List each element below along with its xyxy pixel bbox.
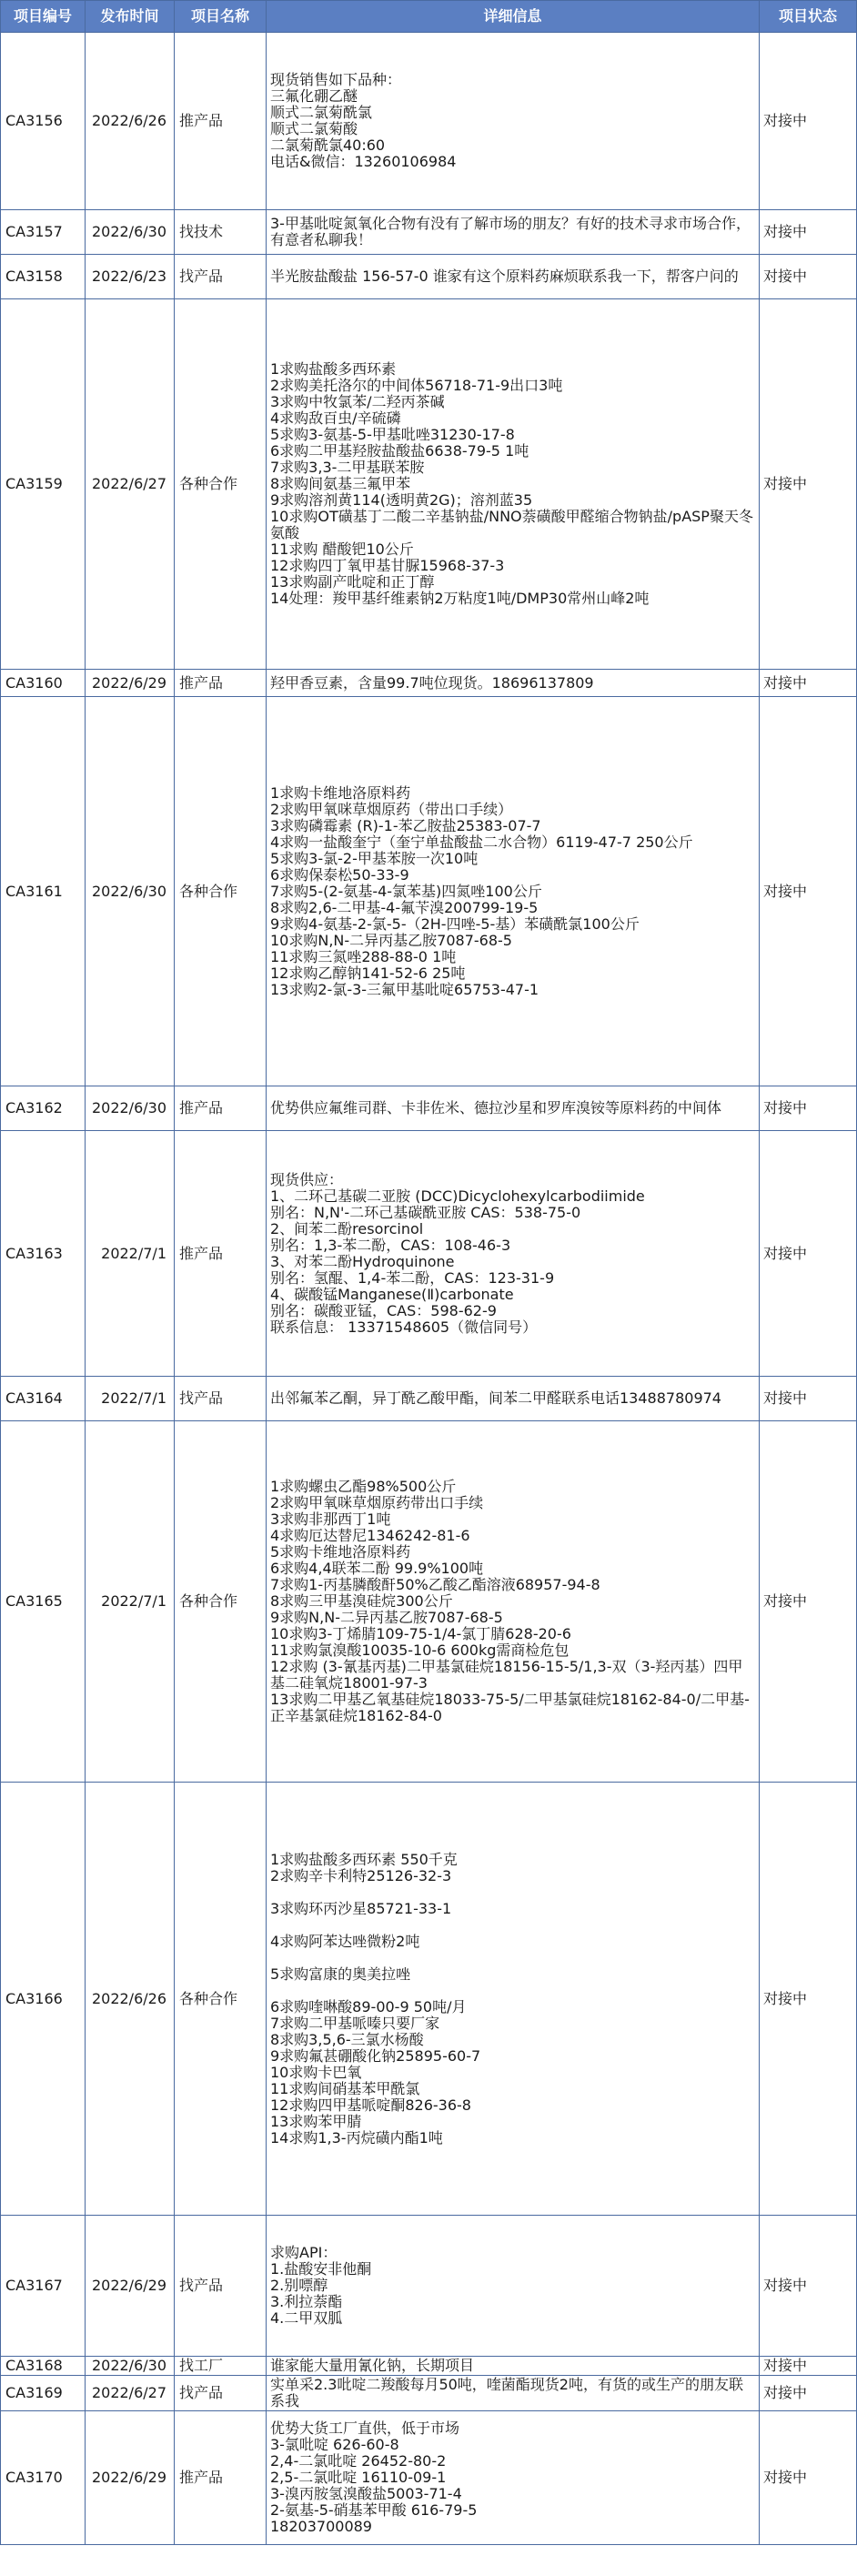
detail-line: 3求购非那西丁1吨	[270, 1510, 391, 1528]
project-id-cell: CA3167	[1, 2216, 86, 2357]
publish-date-cell: 2022/6/23	[86, 255, 175, 299]
status-cell: 对接中	[760, 1421, 857, 1783]
detail-line: 优势大货工厂直供，低于市场	[270, 2419, 460, 2437]
project-id-cell: CA3158	[1, 255, 86, 299]
status-cell: 对接中	[760, 2357, 857, 2376]
detail-line: 1、二环己基碳二亚胺 (DCC)Dicyclohexylcarbodiimide	[270, 1187, 645, 1205]
detail-line: 8求购三甲基溴硅烷300公斤	[270, 1592, 453, 1610]
status-cell: 对接中	[760, 2376, 857, 2411]
table-row[interactable]	[1, 33, 857, 210]
detail-line: 6求购喹啉酸89-00-9 50吨/月	[270, 1997, 467, 2015]
detail-line: 5求购富康的奥美拉唑	[270, 1965, 411, 1983]
table-row[interactable]	[1, 2376, 857, 2411]
detail-line: 求购API：	[270, 2244, 338, 2261]
detail-line: 9求购氟甚硼酸化钠25895-60-7	[270, 2046, 481, 2065]
detail-line: 6求购4,4联苯二酚 99.9%100吨	[270, 1560, 484, 1577]
header-project-id[interactable]: 项目编号	[1, 1, 86, 33]
detail-line: 10求购3-丁烯腈109-75-1/4-氯丁腈628-20-6	[270, 1625, 571, 1642]
detail-line: 11求购三氮唑288-88-0 1吨	[270, 947, 457, 965]
detail-line: 8求购间氨基三氟甲苯	[270, 475, 411, 492]
detail-line	[270, 1950, 755, 1966]
publish-date-cell: 2022/7/1	[86, 1131, 175, 1377]
table-row[interactable]	[1, 697, 857, 1086]
project-id-cell: CA3157	[1, 210, 86, 255]
table-row[interactable]	[1, 1377, 857, 1421]
table-row[interactable]	[1, 670, 857, 697]
detail-cell	[267, 255, 760, 299]
publish-date-cell: 2022/6/29	[86, 2216, 175, 2357]
detail-line: 2.别嘌醇	[270, 2277, 328, 2294]
detail-line: 5求购卡维地洛原料药	[270, 1543, 411, 1561]
detail-line: 10求购卡巴氧	[270, 2063, 362, 2081]
table-row[interactable]	[1, 2357, 857, 2376]
detail-line: 10求购OT磺基丁二酸二辛基钠盐/NNO萘磺酸甲醛缩合物钠盐/pASP聚天冬氨酸	[270, 508, 753, 541]
detail-line: 1求购盐酸多西环素 550千克	[270, 1850, 458, 1868]
detail-line: 实单采2.3吡啶二羧酸每月50吨，喹菌酯现货2吨，有货的或生产的朋友联系我	[270, 2376, 743, 2409]
detail-line: 7求购二甲基哌嗪只要厂家	[270, 2014, 440, 2032]
table-row[interactable]	[1, 2411, 857, 2545]
detail-line: 13求购苯甲腈	[270, 2112, 362, 2130]
publish-date-cell: 2022/7/1	[86, 1377, 175, 1421]
detail-line: 2求购甲氧咪草烟原药带出口手续	[270, 1494, 484, 1511]
table-row[interactable]	[1, 255, 857, 299]
detail-cell	[267, 1131, 760, 1377]
detail-line: 14求购1,3-丙烷磺内酯1吨	[270, 2128, 443, 2147]
publish-date-cell: 2022/6/26	[86, 1783, 175, 2216]
detail-line: 12求购 (3-氰基丙基)二甲基氯硅烷18156-15-5/1,3-双（3-羟丙基）四甲基二硅氧烷18001-97-3	[270, 1658, 743, 1692]
detail-cell	[267, 210, 760, 255]
project-id-cell: CA3162	[1, 1086, 86, 1131]
project-name-cell: 找产品	[175, 255, 267, 299]
detail-line: 1求购盐酸多西环素	[270, 360, 397, 378]
status-cell: 对接中	[760, 1131, 857, 1377]
detail-line: 谁家能大量用氰化钠，长期项目	[270, 2357, 475, 2374]
detail-line: 顺式二氯菊酰氯	[270, 104, 373, 121]
detail-line: 7求购1-丙基膦酸酐50%乙酸乙酯溶液68957-94-8	[270, 1576, 600, 1593]
project-id-cell: CA3161	[1, 697, 86, 1086]
header-row	[1, 1, 857, 33]
project-id-cell: CA3164	[1, 1377, 86, 1421]
project-name-cell: 找产品	[175, 2216, 267, 2357]
project-name-cell: 找工厂	[175, 2357, 267, 2376]
detail-cell	[267, 1377, 760, 1421]
detail-line: 现货供应：	[270, 1170, 344, 1188]
detail-line	[270, 1884, 755, 1901]
project-id-cell: CA3156	[1, 33, 86, 210]
detail-cell	[267, 1783, 760, 2216]
detail-cell	[267, 670, 760, 697]
publish-date-cell: 2022/6/30	[86, 2357, 175, 2376]
detail-line: 1.盐酸安非他酮	[270, 2260, 372, 2278]
detail-cell	[267, 1421, 760, 1783]
project-name-cell: 推产品	[175, 1086, 267, 1131]
detail-line: 2求购甲氧咪草烟原药（带出口手续）	[270, 800, 513, 818]
detail-line: 3-甲基吡啶氮氧化合物有没有了解市场的朋友？有好的技术寻求市场合作，有意者私聊我！	[270, 215, 751, 248]
detail-line: 14处理：羧甲基纤维素钠2万粘度1吨/DMP30常州山峰2吨	[270, 590, 650, 607]
status-cell: 对接中	[760, 1086, 857, 1131]
detail-cell	[267, 2411, 760, 2545]
detail-line: 2求购辛卡利特25126-32-3	[270, 1866, 452, 1884]
detail-line: 11求购氯溴酸10035-10-6 600kg需商检危包	[270, 1642, 570, 1659]
project-id-cell: CA3165	[1, 1421, 86, 1783]
detail-line: 4求购一盐酸奎宁（奎宁单盐酸盐二水合物）6119-47-7 250公斤	[270, 833, 693, 851]
status-cell: 对接中	[760, 255, 857, 299]
detail-line: 3.利拉萘酯	[270, 2293, 343, 2310]
publish-date-cell: 2022/7/1	[86, 1421, 175, 1783]
table-body	[1, 33, 857, 2545]
detail-line: 13求购副产吡啶和正丁醇	[270, 573, 435, 591]
status-cell: 对接中	[760, 2216, 857, 2357]
detail-line: 联系信息： 13371548605（微信同号）	[270, 1318, 538, 1336]
detail-line: 别名：1,3-苯二酚，CAS：108-46-3	[270, 1236, 511, 1254]
detail-line: 电话&微信：13260106984	[270, 153, 457, 170]
detail-line: 3、对苯二酚Hydroquinone	[270, 1252, 455, 1270]
detail-cell	[267, 2216, 760, 2357]
status-cell: 对接中	[760, 1377, 857, 1421]
project-name-cell: 各种合作	[175, 697, 267, 1086]
detail-line: 顺式二氯菊酸	[270, 120, 358, 137]
detail-line	[270, 1917, 755, 1934]
detail-line: 8求购2,6-二甲基-4-氟苄溴200799-19-5	[270, 898, 539, 916]
detail-line: 5求购3-氨基-5-甲基吡唑31230-17-8	[270, 426, 515, 443]
detail-line: 优势供应氟维司群、卡非佐米、德拉沙星和罗库溴铵等原料药的中间体	[270, 1099, 722, 1116]
detail-line: 6求购保泰松50-33-9	[270, 865, 409, 884]
detail-line: 9求购4-氨基-2-氯-5-（2H-四唑-5-基）苯磺酰氯100公斤	[270, 914, 640, 933]
detail-line: 4、碳酸锰Manganese(Ⅱ)carbonate	[270, 1285, 514, 1303]
detail-line: 三氟化硼乙醚	[270, 87, 358, 105]
status-cell: 对接中	[760, 33, 857, 210]
project-id-cell: CA3169	[1, 2376, 86, 2411]
detail-cell	[267, 1086, 760, 1131]
detail-line: 别名：N,N'-二环己基碳酰亚胺 CAS：538-75-0	[270, 1203, 581, 1221]
table-row[interactable]	[1, 2216, 857, 2357]
header-project-name[interactable]: 项目名称	[175, 1, 267, 33]
project-id-cell: CA3163	[1, 1131, 86, 1377]
detail-line: 12求购四甲基哌啶酮826-36-8	[270, 2096, 471, 2114]
detail-line: 4.二甲双胍	[270, 2309, 343, 2327]
table-row[interactable]	[1, 1421, 857, 1783]
detail-line: 8求购3,5,6-三氯水杨酸	[270, 2030, 424, 2048]
detail-line: 11求购 醋酸钯10公斤	[270, 540, 414, 558]
project-name-cell: 各种合作	[175, 1783, 267, 2216]
detail-line: 现货销售如下品种：	[270, 71, 402, 88]
project-name-cell: 找技术	[175, 210, 267, 255]
project-id-cell: CA3159	[1, 299, 86, 670]
status-cell: 对接中	[760, 670, 857, 697]
detail-line: 18203700089	[270, 2518, 372, 2535]
project-id-cell: CA3160	[1, 670, 86, 697]
detail-line: 13求购2-氯-3-三氟甲基吡啶65753-47-1	[270, 980, 539, 998]
detail-line: 2、间苯二酚resorcinol	[270, 1219, 424, 1237]
detail-cell	[267, 2376, 760, 2411]
detail-line: 出邻氟苯乙酮，异丁酰乙酸甲酯，间苯二甲醛联系电话13488780974	[270, 1389, 721, 1407]
header-publish-date[interactable]: 发布时间	[86, 1, 175, 33]
detail-line: 9求购N,N-二异丙基乙胺7087-68-5	[270, 1609, 503, 1626]
detail-line	[270, 769, 755, 785]
status-cell: 对接中	[760, 2411, 857, 2545]
detail-line	[270, 998, 755, 1015]
detail-cell	[267, 697, 760, 1086]
detail-line: 4求购厄达替尼1346242-81-6	[270, 1527, 470, 1544]
detail-line: 3-氯吡啶 626-60-8	[270, 2436, 399, 2453]
publish-date-cell: 2022/6/29	[86, 670, 175, 697]
publish-date-cell: 2022/6/30	[86, 697, 175, 1086]
detail-cell	[267, 33, 760, 210]
status-cell: 对接中	[760, 210, 857, 255]
detail-cell	[267, 299, 760, 670]
detail-line: 1求购卡维地洛原料药	[270, 783, 411, 802]
detail-line: 3求购磷霉素 (R)-1-苯乙胺盐25383-07-7	[270, 816, 541, 834]
detail-line: 11求购间硝基苯甲酰氯	[270, 2079, 420, 2097]
table-row[interactable]	[1, 1131, 857, 1377]
detail-line: 12求购四丁氧甲基甘脲15968-37-3	[270, 557, 505, 574]
project-id-cell: CA3168	[1, 2357, 86, 2376]
project-name-cell: 推产品	[175, 670, 267, 697]
detail-line: 7求购3,3-二甲基联苯胺	[270, 459, 425, 476]
table-row[interactable]	[1, 299, 857, 670]
project-name-cell: 找产品	[175, 1377, 267, 1421]
detail-line: 10求购N,N-二异丙基乙胺7087-68-5	[270, 931, 512, 949]
detail-line: 1求购螺虫乙酯98%500公斤	[270, 1478, 457, 1495]
table-row[interactable]	[1, 210, 857, 255]
project-name-cell: 各种合作	[175, 1421, 267, 1783]
header-detail[interactable]: 详细信息	[267, 1, 760, 33]
detail-line: 4求购敌百虫/辛硫磷	[270, 409, 401, 427]
detail-line	[270, 1983, 755, 1999]
status-cell: 对接中	[760, 299, 857, 670]
detail-line: 2,5-二氯吡啶 16110-09-1	[270, 2469, 447, 2486]
detail-line: 12求购乙醇钠141-52-6 25吨	[270, 964, 466, 982]
status-cell: 对接中	[760, 1783, 857, 2216]
detail-line: 别名：氢醌、1,4-苯二酚，CAS：123-31-9	[270, 1268, 555, 1287]
table-row[interactable]	[1, 1086, 857, 1131]
project-name-cell: 找产品	[175, 2376, 267, 2411]
publish-date-cell: 2022/6/27	[86, 299, 175, 670]
detail-line: 3-溴丙胺氢溴酸盐5003-71-4	[270, 2485, 462, 2502]
detail-line: 2求购美托洛尔的中间体56718-71-9出口3吨	[270, 377, 563, 394]
detail-line: 13求购二甲基乙氧基硅烷18033-75-5/二甲基氯硅烷18162-84-0/二甲基-正辛基氯硅烷18162-84-0	[270, 1691, 750, 1724]
table-row[interactable]	[1, 1783, 857, 2216]
project-id-cell: CA3166	[1, 1783, 86, 2216]
project-name-cell: 推产品	[175, 33, 267, 210]
detail-line: 3求购环丙沙星85721-33-1	[270, 1899, 452, 1917]
project-name-cell: 各种合作	[175, 299, 267, 670]
detail-line: 5求购3-氯-2-甲基苯胺一次10吨	[270, 849, 479, 867]
detail-cell	[267, 2357, 760, 2376]
detail-line: 7求购5-(2-氨基-4-氯苯基)四氮唑100公斤	[270, 882, 542, 900]
header-status[interactable]: 项目状态	[760, 1, 857, 33]
detail-line: 别名：碳酸亚锰，CAS：598-62-9	[270, 1301, 497, 1319]
project-name-cell: 推产品	[175, 2411, 267, 2545]
detail-line: 羟甲香豆素，含量99.7吨位现货。18696137809	[270, 673, 594, 692]
status-cell: 对接中	[760, 697, 857, 1086]
publish-date-cell: 2022/6/30	[86, 1086, 175, 1131]
publish-date-cell: 2022/6/26	[86, 33, 175, 210]
detail-line: 6求购二甲基羟胺盐酸盐6638-79-5 1吨	[270, 442, 529, 460]
detail-line: 3求购中牧氯苯/二羟丙茶碱	[270, 393, 445, 410]
detail-line: 4求购阿苯达唑微粉2吨	[270, 1932, 420, 1950]
detail-line: 半光胺盐酸盐 156-57-0 谁家有这个原料药麻烦联系我一下，帮客户问的	[270, 268, 739, 285]
project-id-cell: CA3170	[1, 2411, 86, 2545]
detail-line: 2-氨基-5-硝基苯甲酸 616-79-5	[270, 2501, 478, 2519]
detail-line: 二氯菊酰氯40:60	[270, 136, 386, 154]
detail-line: 2,4-二氯吡啶 26452-80-2	[270, 2452, 447, 2470]
project-name-cell: 推产品	[175, 1131, 267, 1377]
publish-date-cell: 2022/6/29	[86, 2411, 175, 2545]
publish-date-cell: 2022/6/30	[86, 210, 175, 255]
publish-date-cell: 2022/6/27	[86, 2376, 175, 2411]
detail-line: 9求购溶剂黄114(透明黄2G)；溶剂蓝35	[270, 491, 533, 509]
